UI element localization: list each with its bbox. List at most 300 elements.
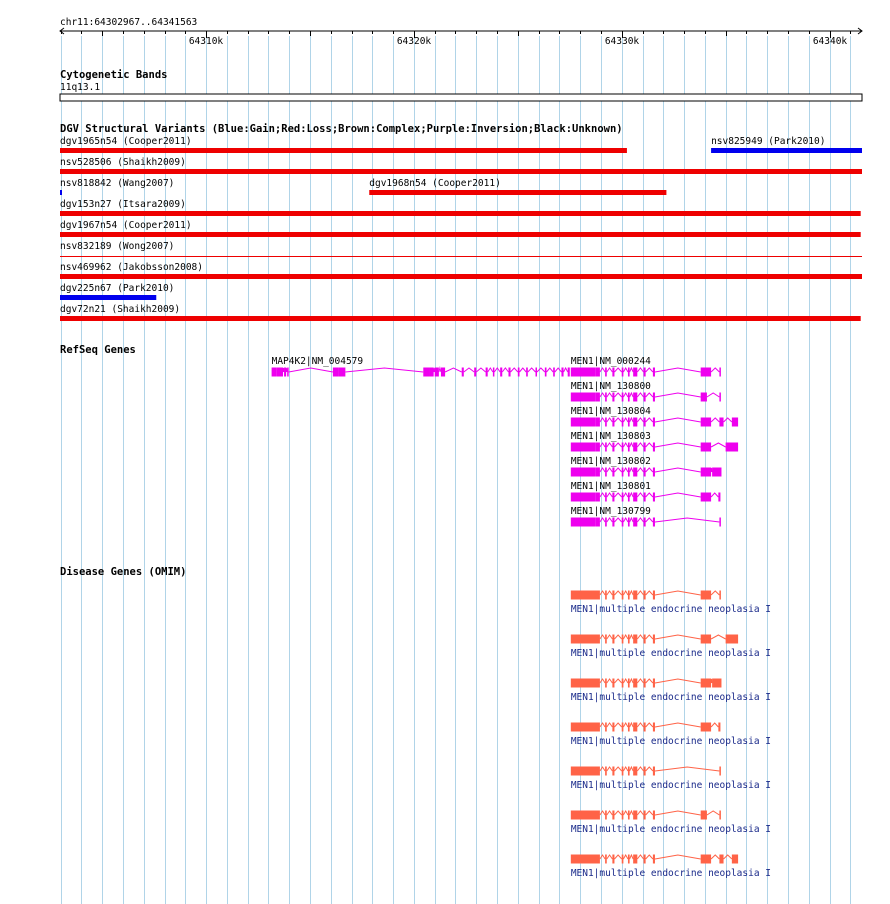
exon (644, 368, 646, 377)
exon (653, 679, 655, 688)
intron (614, 767, 621, 771)
intron (623, 393, 628, 397)
intron (623, 723, 628, 727)
intron (600, 723, 605, 727)
exon (553, 368, 555, 377)
dgv-variant-bar[interactable] (60, 274, 862, 279)
exon (596, 443, 600, 452)
intron (655, 811, 701, 815)
omim-track[interactable] (60, 566, 771, 879)
cytoband-bar[interactable] (60, 94, 862, 101)
exon (622, 418, 624, 427)
dgv-variant[interactable] (60, 283, 174, 300)
intron (630, 811, 634, 815)
exon (628, 767, 630, 776)
intron (439, 368, 441, 372)
exon (622, 811, 624, 820)
exon (644, 418, 646, 427)
exon (605, 591, 607, 600)
exon (712, 679, 721, 688)
exon (622, 635, 624, 644)
exon (571, 468, 596, 477)
exon (571, 811, 600, 820)
dgv-variant-label: dgv1968n54 (Cooper2011) (369, 178, 501, 189)
exon (633, 418, 637, 427)
exon (644, 393, 646, 402)
intron (711, 855, 719, 859)
exon (605, 723, 607, 732)
exon (571, 368, 596, 377)
intron (630, 591, 634, 595)
dgv-variant[interactable] (369, 178, 666, 195)
intron (614, 591, 621, 595)
exon (622, 493, 624, 502)
exon (605, 679, 607, 688)
intron (600, 635, 605, 639)
exon (633, 493, 637, 502)
exon (622, 443, 624, 452)
omim-gene[interactable] (571, 855, 771, 880)
exon (732, 418, 738, 427)
dgv-variant[interactable] (60, 157, 862, 174)
refseq-gene[interactable] (571, 381, 721, 402)
exon (732, 855, 738, 864)
intron (607, 368, 613, 372)
intron (623, 811, 628, 815)
ruler-tick-label: 64340k (812, 36, 848, 47)
exon (272, 368, 277, 377)
dgv-variant-bar[interactable] (60, 211, 861, 216)
refseq-gene[interactable] (571, 356, 721, 377)
exon (633, 591, 637, 600)
exon (701, 468, 711, 477)
exon (701, 855, 711, 864)
intron (655, 855, 701, 859)
exon (644, 518, 646, 527)
dgv-variant-label: nsv469962 (Jakobsson2008) (60, 262, 203, 273)
exon (612, 679, 614, 688)
intron (646, 393, 653, 397)
intron (646, 767, 653, 771)
exon (718, 723, 720, 732)
exon (633, 855, 637, 864)
intron (564, 368, 568, 372)
intron (630, 418, 634, 422)
exon (653, 855, 655, 864)
exon (718, 493, 720, 502)
dgv-variant-bar[interactable] (60, 190, 62, 195)
exon (719, 393, 721, 402)
exon (633, 635, 637, 644)
dgv-variant-bar[interactable] (60, 316, 861, 321)
intron (519, 368, 526, 372)
exon (605, 855, 607, 864)
dgv-variant-label: dgv153n27 (Itsara2009) (60, 199, 186, 210)
exon (653, 811, 655, 820)
intron (646, 443, 653, 447)
exon (628, 418, 630, 427)
exon (284, 368, 286, 377)
exon (712, 468, 721, 477)
exon (653, 767, 655, 776)
exon (435, 368, 439, 377)
refseq-track-title: RefSeq Genes (60, 344, 136, 356)
refseq-gene-label: MEN1|NM_130800 (570, 381, 651, 392)
intron (655, 368, 701, 372)
intron (637, 679, 643, 683)
dgv-variant-bar[interactable] (60, 232, 861, 237)
omim-gene-label: MEN1|multiple endocrine neoplasia I (570, 736, 772, 747)
refseq-gene-label: MEN1|NM_000244 (570, 356, 651, 367)
intron (623, 493, 628, 497)
intron (547, 368, 554, 372)
exon (653, 418, 655, 427)
exon (612, 723, 614, 732)
intron (637, 635, 643, 639)
exon (701, 493, 711, 502)
refseq-gene[interactable] (571, 456, 722, 477)
intron (711, 418, 719, 422)
intron (655, 393, 701, 397)
intron (711, 368, 719, 372)
intron (464, 368, 474, 372)
exon (571, 443, 596, 452)
dgv-variant-bar[interactable] (60, 256, 862, 257)
exon (571, 679, 600, 688)
intron (528, 368, 536, 372)
exon (596, 493, 600, 502)
exon (644, 767, 646, 776)
intron (637, 418, 643, 422)
intron (502, 368, 508, 372)
exon (701, 811, 707, 820)
intron (607, 443, 613, 447)
intron (600, 767, 605, 771)
dgv-variant-bar[interactable] (60, 169, 862, 174)
exon (571, 855, 600, 864)
exon (701, 368, 711, 377)
intron (607, 518, 613, 522)
intron (607, 468, 613, 472)
exon (287, 368, 289, 377)
intron (646, 591, 653, 595)
exon (644, 493, 646, 502)
exon (605, 443, 607, 452)
omim-gene[interactable] (571, 635, 771, 660)
exon (612, 811, 614, 820)
intron (646, 723, 653, 727)
refseq-gene[interactable] (571, 506, 721, 527)
dgv-variant[interactable] (60, 199, 861, 216)
exon (633, 723, 637, 732)
intron (614, 811, 621, 815)
exon (628, 635, 630, 644)
intron (646, 855, 653, 859)
exon (508, 368, 510, 377)
intron (655, 468, 701, 472)
intron (646, 493, 653, 497)
refseq-gene-label: MAP4K2|NM_004579 (271, 356, 364, 367)
ruler-tick-label: 64320k (396, 36, 432, 47)
omim-gene[interactable] (571, 767, 771, 792)
exon (633, 811, 637, 820)
exon (719, 518, 721, 527)
exon (628, 518, 630, 527)
refseq-gene-label: MEN1|NM_130804 (570, 406, 651, 417)
exon (653, 591, 655, 600)
exon (596, 518, 600, 527)
dgv-variant-bar[interactable] (60, 148, 627, 153)
intron (607, 393, 613, 397)
intron (637, 767, 643, 771)
exon (633, 767, 637, 776)
intron (630, 443, 634, 447)
exon (612, 518, 614, 527)
dgv-variant-label: dgv1965n54 (Cooper2011) (60, 136, 192, 147)
intron (537, 368, 545, 372)
exon (726, 635, 738, 644)
intron (600, 591, 605, 595)
omim-gene[interactable] (571, 679, 771, 704)
exon (605, 493, 607, 502)
omim-gene[interactable] (571, 811, 771, 836)
exon (701, 393, 707, 402)
omim-gene-label: MEN1|multiple endocrine neoplasia I (570, 868, 772, 879)
intron (630, 393, 634, 397)
exon (633, 679, 637, 688)
exon (701, 418, 711, 427)
exon (653, 723, 655, 732)
omim-gene-label: MEN1|multiple endocrine neoplasia I (570, 648, 772, 659)
cytoband-track[interactable] (60, 69, 862, 101)
exon (644, 468, 646, 477)
exon (462, 368, 464, 377)
dgv-variant[interactable] (60, 262, 862, 279)
intron (630, 767, 634, 771)
exon (571, 393, 596, 402)
intron (637, 811, 643, 815)
dgv-variant[interactable] (711, 136, 862, 153)
intron (711, 468, 712, 472)
intron (623, 443, 628, 447)
region-label: chr11:64302967..64341563 (60, 17, 198, 28)
exon (701, 443, 711, 452)
intron (711, 679, 712, 683)
intron (607, 679, 613, 683)
intron (607, 493, 613, 497)
intron (646, 679, 653, 683)
refseq-gene[interactable] (571, 431, 738, 452)
intron (607, 723, 613, 727)
intron (600, 493, 605, 497)
exon (561, 368, 563, 377)
exon (571, 418, 596, 427)
dgv-variant-label: dgv225n67 (Park2010) (60, 283, 175, 294)
intron (555, 368, 562, 372)
intron (711, 493, 718, 497)
intron (711, 591, 719, 595)
dgv-variant-bar[interactable] (369, 190, 666, 195)
exon (622, 723, 624, 732)
intron (630, 518, 634, 522)
exon (612, 443, 614, 452)
exon (622, 591, 624, 600)
exon (612, 468, 614, 477)
exon (633, 443, 637, 452)
exon (571, 767, 600, 776)
intron (711, 723, 718, 727)
exon (644, 591, 646, 600)
intron (724, 855, 732, 859)
omim-gene[interactable] (571, 723, 771, 748)
intron (345, 368, 423, 372)
exon (622, 767, 624, 776)
refseq-track[interactable] (60, 344, 738, 527)
exon (653, 518, 655, 527)
exon (633, 468, 637, 477)
intron (607, 635, 613, 639)
intron (445, 368, 462, 372)
dgv-variant[interactable] (60, 220, 861, 237)
refseq-gene[interactable] (571, 406, 738, 427)
omim-gene-label: MEN1|multiple endocrine neoplasia I (570, 604, 772, 615)
omim-gene-label: MEN1|multiple endocrine neoplasia I (570, 780, 772, 791)
refseq-gene[interactable] (571, 481, 721, 502)
exon (338, 368, 345, 377)
exon (628, 443, 630, 452)
dgv-variant[interactable] (60, 241, 862, 257)
intron (655, 767, 719, 771)
exon (633, 393, 637, 402)
exon (571, 518, 596, 527)
exon (628, 855, 630, 864)
cytoband-track-title: Cytogenetic Bands (60, 69, 168, 81)
intron (655, 723, 701, 727)
cytoband-label: 11q13.1 (60, 82, 101, 93)
exon (653, 635, 655, 644)
exon (719, 811, 721, 820)
exon (726, 443, 738, 452)
exon (644, 855, 646, 864)
exon (474, 368, 476, 377)
intron (623, 855, 628, 859)
intron (711, 443, 726, 447)
dgv-variant-bar[interactable] (711, 148, 862, 153)
exon (628, 591, 630, 600)
intron (614, 418, 621, 422)
exon (612, 767, 614, 776)
exon (628, 468, 630, 477)
exon (622, 518, 624, 527)
dgv-variant-label: nsv528506 (Shaikh2009) (60, 157, 186, 168)
intron (488, 368, 493, 372)
intron (600, 443, 605, 447)
intron (614, 679, 621, 683)
intron (600, 468, 605, 472)
exon (644, 679, 646, 688)
intron (646, 468, 653, 472)
exon (644, 635, 646, 644)
dgv-variant-label: nsv818842 (Wang2007) (60, 178, 175, 189)
intron (655, 591, 701, 595)
refseq-gene[interactable] (272, 356, 570, 377)
dgv-variant[interactable] (60, 136, 627, 153)
intron (655, 443, 701, 447)
dgv-variant[interactable] (60, 178, 174, 195)
exon (612, 418, 614, 427)
exon (568, 368, 570, 377)
ruler[interactable] (60, 17, 862, 47)
exon (430, 368, 434, 377)
exon (628, 723, 630, 732)
exon (605, 767, 607, 776)
intron (637, 443, 643, 447)
exon (493, 368, 495, 377)
intron (637, 393, 643, 397)
exon (605, 418, 607, 427)
intron (614, 368, 621, 372)
refseq-gene-label: MEN1|NM_130802 (570, 456, 651, 467)
exon (628, 811, 630, 820)
exon (571, 723, 600, 732)
exon (622, 468, 624, 477)
exon (701, 591, 711, 600)
intron (630, 368, 634, 372)
intron (600, 518, 605, 522)
exon (719, 767, 721, 776)
refseq-gene-label: MEN1|NM_130799 (570, 506, 651, 517)
intron (283, 368, 284, 372)
exon (605, 811, 607, 820)
exon (719, 591, 721, 600)
exon (719, 418, 723, 427)
intron (637, 518, 643, 522)
exon (500, 368, 502, 377)
exon (596, 468, 600, 477)
intron (600, 393, 605, 397)
intron (623, 591, 628, 595)
intron (646, 811, 653, 815)
exon (644, 443, 646, 452)
intron (623, 468, 628, 472)
omim-gene-label: MEN1|multiple endocrine neoplasia I (570, 692, 772, 703)
intron (607, 855, 613, 859)
intron (614, 855, 621, 859)
intron (637, 855, 643, 859)
exon (423, 368, 429, 377)
intron (623, 767, 628, 771)
exon (612, 493, 614, 502)
dgv-track[interactable] (60, 123, 862, 321)
intron (600, 368, 605, 372)
intron (623, 518, 628, 522)
exon (486, 368, 488, 377)
intron (614, 443, 621, 447)
intron (607, 418, 613, 422)
intron (707, 811, 719, 815)
exon (605, 468, 607, 477)
exon (653, 493, 655, 502)
exon (605, 635, 607, 644)
omim-gene[interactable] (571, 591, 771, 616)
dgv-variant-bar[interactable] (60, 295, 156, 300)
intron (623, 635, 628, 639)
intron (646, 368, 653, 372)
exon (622, 393, 624, 402)
omim-gene-label: MEN1|multiple endocrine neoplasia I (570, 824, 772, 835)
dgv-variant[interactable] (60, 304, 861, 321)
intron (600, 855, 605, 859)
